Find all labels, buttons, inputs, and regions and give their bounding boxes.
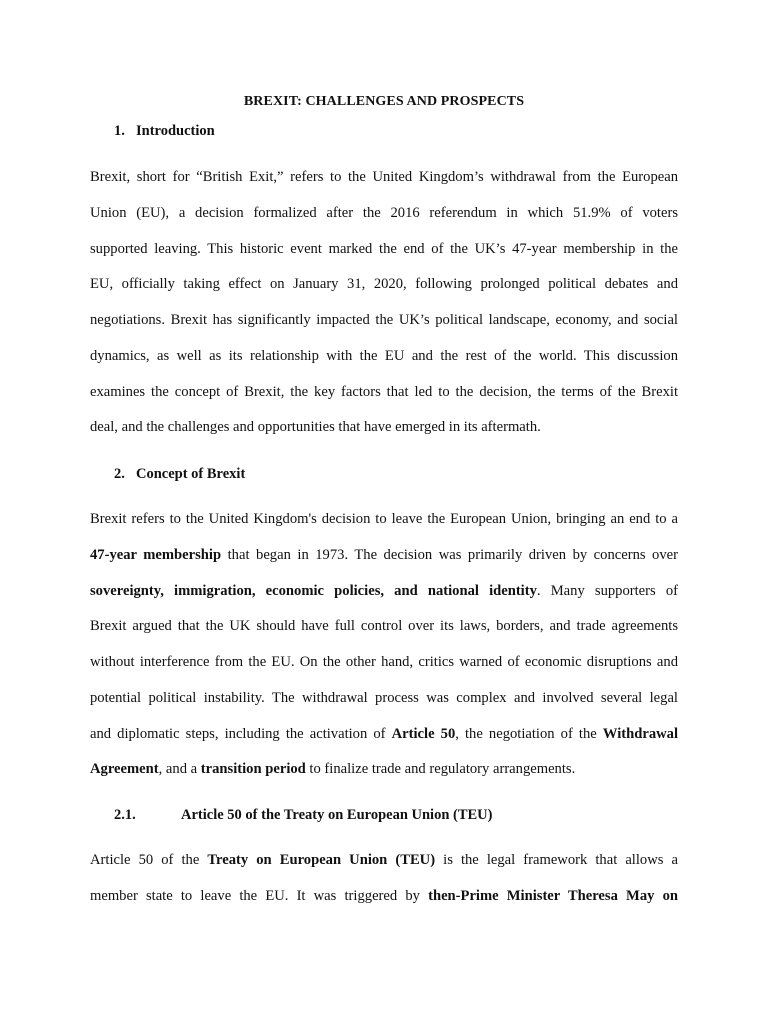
article-50-paragraph (90, 843, 678, 915)
paragraph-line: Brexit argued that the UK should have full control over its laws, borders, and trade agreements (90, 618, 678, 635)
paragraph-line: Article 50 of the Treaty on European Union (TEU) is the legal framework that allows a (90, 852, 678, 868)
paragraph-line: EU, officially taking effect on January 31, 2020, following prolonged political debates and (90, 276, 678, 293)
paragraph-line: Brexit, short for “British Exit,” refers to the United Kingdom’s withdrawal from the European (90, 169, 678, 185)
paragraph-line: supported leaving. This historic event marked the end of the UK’s 47-year membership in the (90, 240, 678, 257)
paragraph-line: without interference from the EU. On the other hand, critics warned of economic disruptions and (90, 654, 678, 670)
paragraph-line: examines the concept of Brexit, the key factors that led to the decision, the terms of the Brexit (90, 383, 678, 400)
concept-paragraph (90, 502, 678, 788)
paragraph-line: Agreement, and a transition period to finalize trade and regulatory arrangements. (90, 761, 576, 778)
section-number: 2. (114, 466, 125, 482)
bold-text: Article 50 (391, 725, 456, 742)
bold-text: Withdrawal (602, 725, 678, 742)
bold-text: 47-year membership (90, 546, 222, 563)
paragraph-line: dynamics, as well as its relationship with the EU and the rest of the world. This discussion (90, 347, 678, 364)
paragraph-line: Brexit refers to the United Kingdom's decision to leave the European Union, bringing an end to a (90, 511, 678, 527)
bold-text: sovereignty, immigration, economic policies, and national identity (90, 582, 537, 599)
section-heading-text: Introduction (136, 123, 215, 139)
paragraph-line: sovereignty, immigration, economic policies, and national identity. Many supporters of (90, 582, 678, 599)
section-heading-introduction (114, 122, 215, 140)
paragraph-line: and diplomatic steps, including the activation of Article 50, the negotiation of the Withdrawal (90, 725, 678, 742)
section-number: 2.1. (114, 807, 136, 823)
paragraph-line: potential political instability. The withdrawal process was complex and involved several legal (90, 689, 678, 706)
bold-text: Treaty on European Union (TEU) (207, 852, 436, 868)
bold-text: then-Prime Minister Theresa May on (428, 887, 678, 904)
paragraph-line: deal, and the challenges and opportunities that have emerged in its aftermath. (90, 419, 541, 436)
paragraph-line: negotiations. Brexit has significantly impacted the UK’s political landscape, economy, and social (90, 312, 678, 328)
bold-text: Agreement (90, 761, 159, 778)
section-heading-text: Concept of Brexit (136, 466, 246, 482)
section-heading-text: Article 50 of the Treaty on European Union (TEU) (181, 807, 493, 823)
bold-text: transition period (200, 761, 306, 778)
paragraph-line: 47-year membership that began in 1973. The decision was primarily driven by concerns over (90, 546, 678, 563)
paragraph-line: member state to leave the EU. It was triggered by then-Prime Minister Theresa May on (90, 887, 678, 904)
section-heading-concept (114, 465, 245, 483)
page-title: BREXIT: CHALLENGES AND PROSPECTS (243, 94, 525, 109)
section-heading-article-50 (114, 806, 492, 824)
section-number: 1. (114, 123, 125, 139)
introduction-paragraph (90, 160, 678, 446)
paragraph-line: Union (EU), a decision formalized after the 2016 referendum in which 51.9% of voters (90, 204, 678, 221)
